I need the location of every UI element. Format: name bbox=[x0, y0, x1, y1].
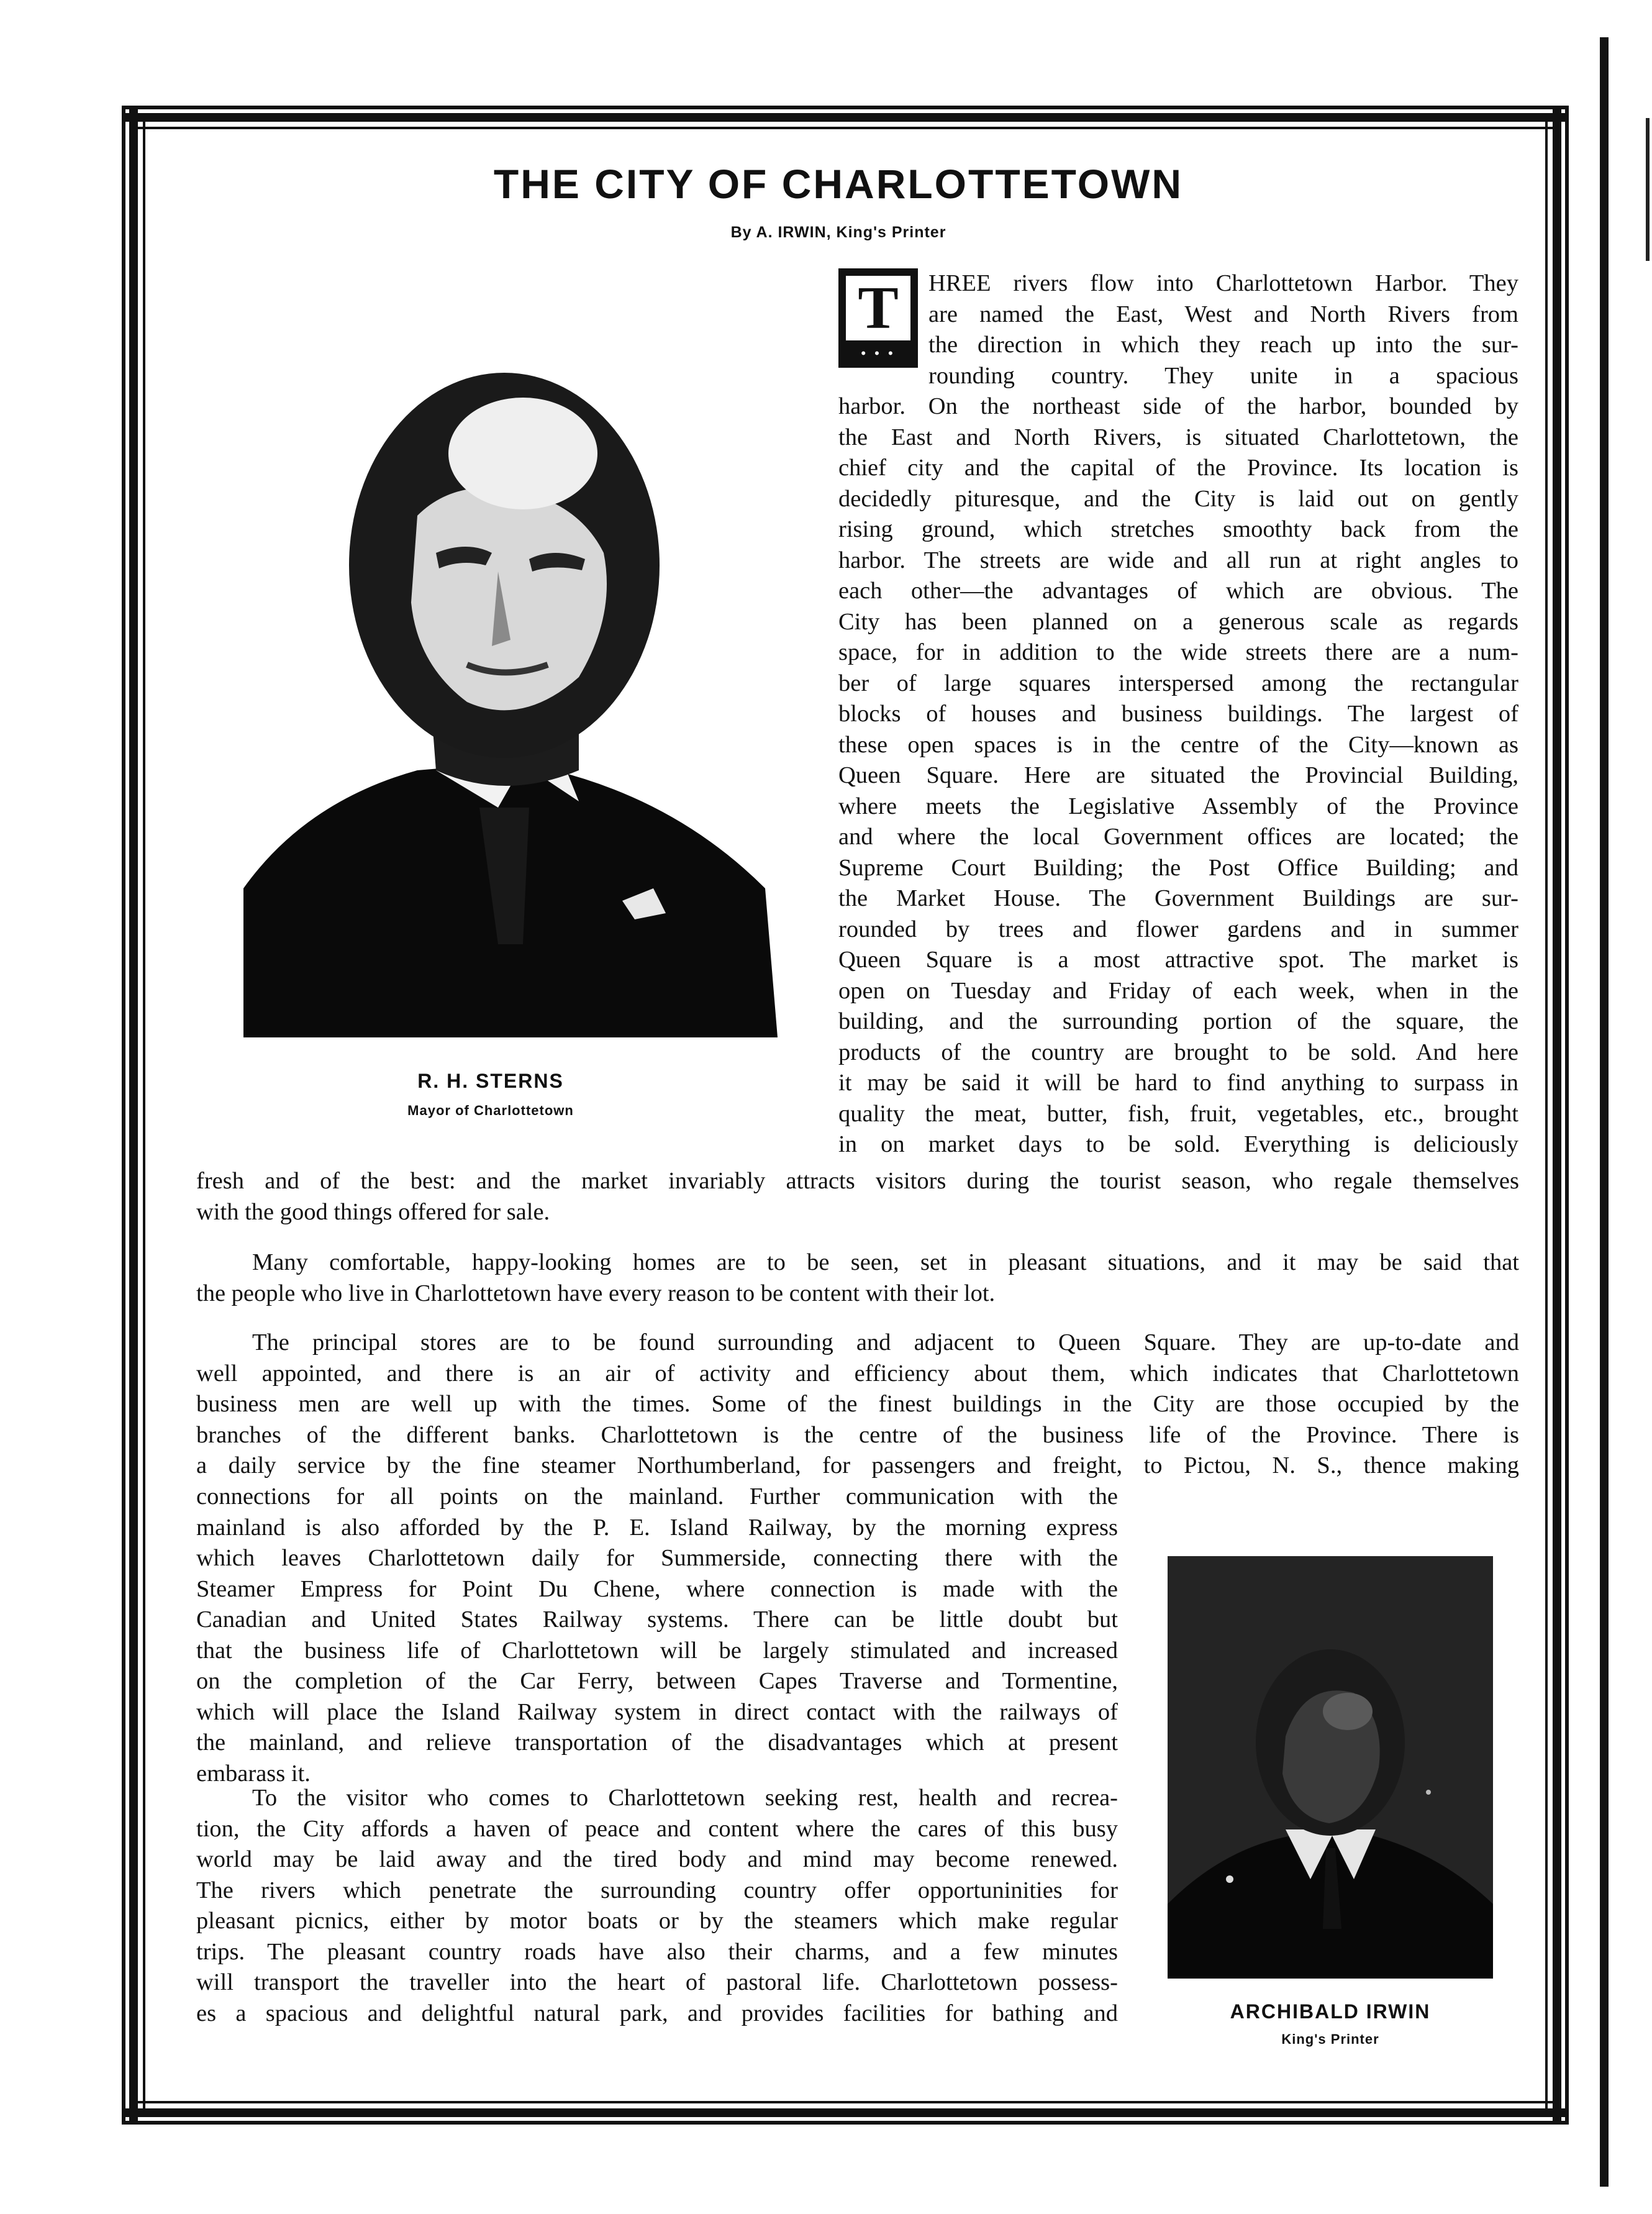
text-line: the Market House. The Government Buildings are sur- bbox=[838, 885, 1518, 911]
article-title: THE CITY OF CHARLOTTETOWN bbox=[493, 161, 1184, 207]
scan-edge-shadow bbox=[1600, 37, 1609, 2187]
text-line: City has been planned on a generous scale as regards bbox=[838, 608, 1518, 635]
text-line: products of the country are brought to be sold. And here bbox=[838, 1039, 1518, 1065]
intro-lines bbox=[928, 268, 1518, 391]
text-line: mainland is also afforded by the P. E. Island Railway, by the morning express bbox=[196, 1514, 1118, 1541]
text-line: business men are well up with the times. Some of the finest buildings in the City are those occupied by the bbox=[196, 1391, 1519, 1417]
text-line: Steamer Empress for Point Du Chene, where connection is made with the bbox=[196, 1575, 1118, 1602]
third-paragraph bbox=[196, 1328, 1519, 1482]
first-paragraph-column bbox=[838, 391, 1518, 1160]
text-line: branches of the different banks. Charlottetown is the centre of the business life of the Province. There is bbox=[196, 1421, 1519, 1448]
text-line: it may be said it will be hard to find anything to surpass in bbox=[838, 1070, 1518, 1096]
text-line: pleasant picnics, either by motor boats or by the steamers which make regular bbox=[196, 1908, 1118, 1934]
text-line: quality the meat, butter, fish, fruit, vegetables, etc., brought bbox=[838, 1100, 1518, 1127]
text-line: the East and North Rivers, is situated Charlottetown, the bbox=[838, 424, 1518, 450]
drop-cap-ornament: • • • bbox=[861, 345, 896, 361]
drop-cap-letter: T bbox=[846, 276, 910, 340]
text-line: connections for all points on the mainland. Further communication with the bbox=[196, 1483, 1118, 1510]
text-line: ber of large squares interspersed among the rectangular bbox=[838, 670, 1518, 696]
text-line: Canadian and United States Railway systems. There can be little doubt but bbox=[196, 1606, 1118, 1633]
text-line: well appointed, and there is an air of activity and efficiency about them, which indicates that Charlottetown bbox=[196, 1360, 1519, 1387]
text-line: rounding country. They unite in a spacious bbox=[928, 362, 1518, 389]
portrait-irwin bbox=[1168, 1556, 1493, 1979]
third-paragraph-continued bbox=[196, 1482, 1118, 1789]
irwin-caption-title: King's Printer bbox=[1281, 2031, 1379, 2047]
first-paragraph-end bbox=[196, 1166, 1519, 1228]
text-line: the people who live in Charlottetown have every reason to be content with their lot. bbox=[196, 1280, 996, 1306]
text-line: with the good things offered for sale. bbox=[196, 1198, 550, 1225]
text-line: world may be laid away and the tired body and mind may become renewed. bbox=[196, 1846, 1118, 1872]
sterns-caption-name: R. H. STERNS bbox=[417, 1070, 564, 1092]
scan-edge-mark bbox=[1646, 118, 1650, 261]
text-line: embarass it. bbox=[196, 1760, 311, 1787]
text-line: harbor. On the northeast side of the harbor, bounded by bbox=[838, 393, 1518, 419]
text-line: and where the local Government offices are located; the bbox=[838, 824, 1518, 850]
text-line: Supreme Court Building; the Post Office Building; and bbox=[838, 854, 1518, 881]
text-line: will transport the traveller into the heart of pastoral life. Charlottetown possess- bbox=[196, 1969, 1118, 1995]
text-line: rounded by trees and flower gardens and in summer bbox=[838, 916, 1518, 942]
sterns-caption-title: Mayor of Charlottetown bbox=[407, 1103, 574, 1118]
text-line: blocks of houses and business buildings. The largest of bbox=[838, 701, 1518, 727]
text-line: space, for in addition to the wide streets there are a num- bbox=[838, 639, 1518, 665]
text-line: To the visitor who comes to Charlottetown seeking rest, health and recrea- bbox=[252, 1785, 1118, 1811]
text-line: which will place the Island Railway system in direct contact with the railways of bbox=[196, 1698, 1118, 1725]
text-line: The rivers which penetrate the surrounding country offer opportuninities for bbox=[196, 1877, 1118, 1903]
text-line: building, and the surrounding portion of the square, the bbox=[838, 1008, 1518, 1034]
text-line: these open spaces is in the centre of the City—known as bbox=[838, 731, 1518, 758]
text-line: each other—the advantages of which are obvious. The bbox=[838, 578, 1518, 604]
text-line: The principal stores are to be found surrounding and adjacent to Queen Square. They are up-to-date and bbox=[252, 1329, 1519, 1355]
portrait-sterns bbox=[231, 292, 790, 1037]
text-line: HREE rivers flow into Charlottetown Harbor. They bbox=[928, 270, 1518, 296]
text-line: in on market days to be sold. Everything is deliciously bbox=[838, 1131, 1518, 1157]
text-line: rising ground, which stretches smoothty back from the bbox=[838, 516, 1518, 542]
text-line: on the completion of the Car Ferry, between Capes Traverse and Tormentine, bbox=[196, 1668, 1118, 1694]
text-line: are named the East, West and North Rivers from bbox=[928, 301, 1518, 327]
text-line: the direction in which they reach up into the sur- bbox=[928, 332, 1518, 358]
text-line: harbor. The streets are wide and all run at right angles to bbox=[838, 547, 1518, 573]
drop-cap bbox=[838, 268, 918, 368]
text-line: that the business life of Charlottetown will be largely stimulated and increased bbox=[196, 1637, 1118, 1664]
article-byline: By A. IRWIN, King's Printer bbox=[730, 224, 946, 241]
text-line: a daily service by the fine steamer Northumberland, for passengers and freight, to Pictou, N. S., thence making bbox=[196, 1452, 1519, 1478]
text-line: es a spacious and delightful natural park, and provides facilities for bathing and bbox=[196, 2000, 1118, 2026]
text-line: where meets the Legislative Assembly of the Province bbox=[838, 793, 1518, 819]
text-line: chief city and the capital of the Province. Its location is bbox=[838, 455, 1518, 481]
text-line: tion, the City affords a haven of peace and content where the cares of this busy bbox=[196, 1815, 1118, 1842]
text-line: the mainland, and relieve transportation of the disadvantages which at present bbox=[196, 1729, 1118, 1756]
text-line: trips. The pleasant country roads have also their charms, and a few minutes bbox=[196, 1938, 1118, 1965]
text-line: which leaves Charlottetown daily for Summerside, connecting there with the bbox=[196, 1545, 1118, 1571]
fourth-paragraph bbox=[196, 1783, 1118, 2029]
second-paragraph bbox=[196, 1247, 1519, 1309]
text-line: Many comfortable, happy-looking homes are to be seen, set in pleasant situations, and it may be said that bbox=[252, 1249, 1519, 1275]
text-line: Queen Square is a most attractive spot. The market is bbox=[838, 947, 1518, 973]
text-line: open on Tuesday and Friday of each week, when in the bbox=[838, 977, 1518, 1004]
text-line: Queen Square. Here are situated the Provincial Building, bbox=[838, 762, 1518, 788]
irwin-caption-name: ARCHIBALD IRWIN bbox=[1230, 2000, 1431, 2023]
text-line: fresh and of the best: and the market invariably attracts visitors during the tourist season, who regale themselves bbox=[196, 1168, 1519, 1194]
text-line: decidedly pituresque, and the City is laid out on gently bbox=[838, 485, 1518, 512]
